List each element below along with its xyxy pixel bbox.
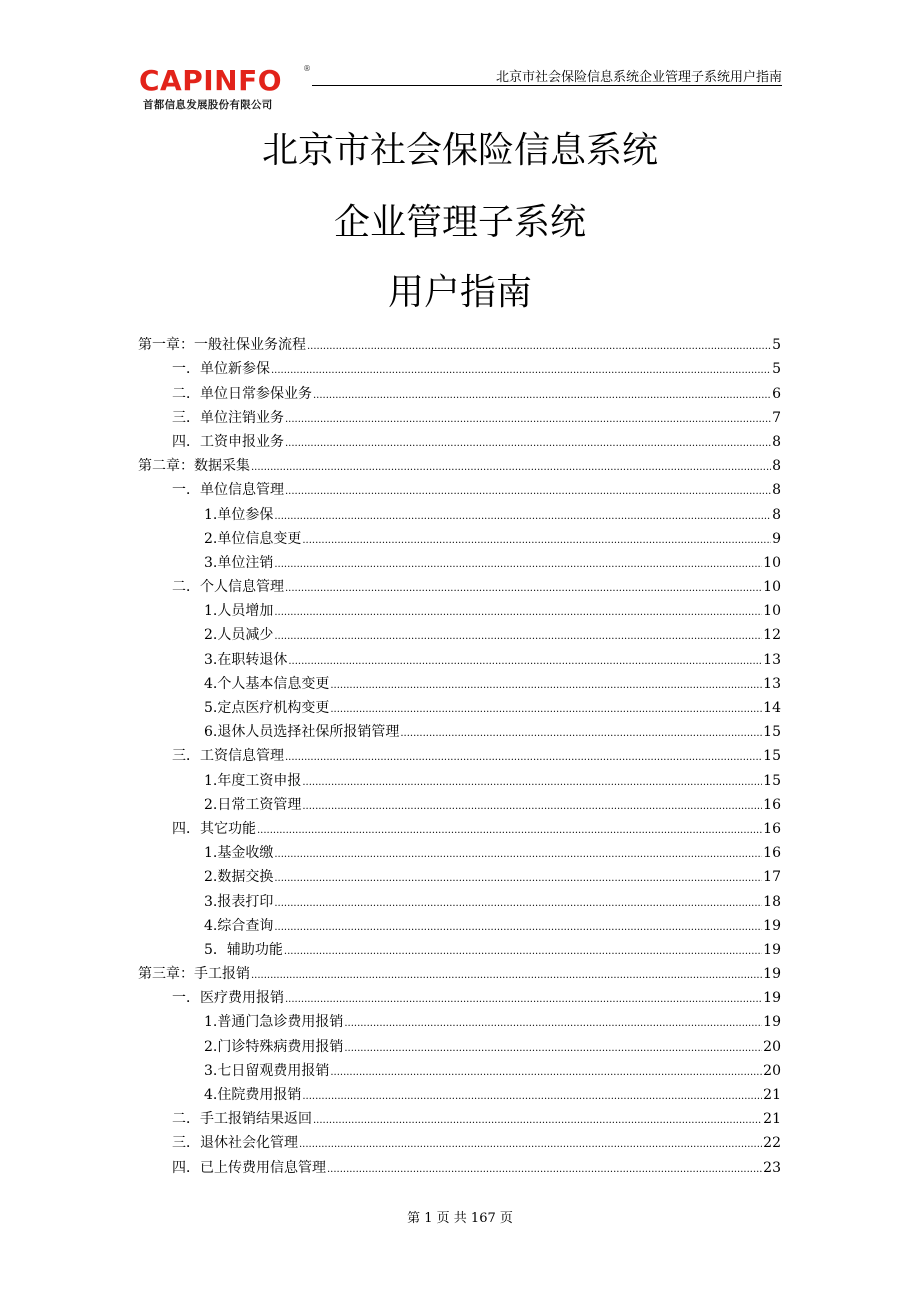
toc-entry[interactable] <box>138 862 781 886</box>
toc-entry-page-number: 20 <box>763 1038 781 1055</box>
toc-entry-page-number: 19 <box>763 1014 781 1031</box>
header-divider <box>312 85 782 86</box>
toc-entry[interactable] <box>138 911 781 935</box>
toc-entry[interactable] <box>138 959 781 983</box>
toc-entry-label: 三．工资信息管理 <box>172 748 284 765</box>
toc-entry[interactable] <box>138 524 781 548</box>
document-title-line-3: 用户指南 <box>387 272 532 313</box>
toc-entry-label: 二．单位日常参保业务 <box>172 385 312 402</box>
toc-entry-label: 5.定点医疗机构变更 <box>204 700 330 716</box>
toc-entry-label: 1.年度工资申报 <box>204 772 302 789</box>
toc-dot-leader <box>285 582 762 596</box>
toc-entry-label: 四．其它功能 <box>172 820 256 837</box>
toc-entry-label: 一．单位信息管理 <box>172 482 284 499</box>
toc-entry[interactable] <box>138 935 781 959</box>
toc-entry-page-number: 21 <box>763 1087 781 1103</box>
toc-entry-page-number: 20 <box>763 1062 781 1079</box>
toc-entry-page-number: 16 <box>763 820 781 837</box>
toc-dot-leader <box>307 340 771 354</box>
toc-entry-label: 3.单位注销 <box>204 554 274 571</box>
toc-entry[interactable] <box>138 620 781 644</box>
toc-dot-leader <box>302 800 762 814</box>
toc-dot-leader <box>400 727 762 741</box>
toc-entry[interactable] <box>138 403 781 427</box>
toc-dot-leader <box>285 993 762 1007</box>
toc-dot-leader <box>330 1066 762 1080</box>
toc-dot-leader <box>257 824 762 838</box>
toc-entry-page-number: 22 <box>763 1135 781 1152</box>
toc-entry[interactable] <box>138 717 781 741</box>
toc-dot-leader <box>313 389 771 403</box>
toc-entry-page-number: 10 <box>763 603 781 620</box>
toc-dot-leader <box>330 679 762 693</box>
toc-entry-page-number: 5 <box>772 337 781 354</box>
toc-entry-label: 3.七日留观费用报销 <box>204 1062 330 1079</box>
toc-entry-page-number: 21 <box>763 1111 781 1128</box>
toc-entry-label: 2.日常工资管理 <box>204 796 302 813</box>
toc-dot-leader <box>274 510 771 524</box>
toc-entry[interactable] <box>138 378 781 402</box>
toc-entry-page-number: 8 <box>772 506 781 523</box>
document-title-line-2: 企业管理子系统 <box>333 202 586 243</box>
toc-entry-page-number: 15 <box>763 772 781 789</box>
toc-entry-page-number: 8 <box>772 458 781 475</box>
toc-dot-leader <box>285 751 762 765</box>
toc-dot-leader <box>251 969 762 983</box>
toc-entry[interactable] <box>138 499 781 523</box>
toc-entry-label: 1.单位参保 <box>204 506 274 523</box>
toc-entry-label: 四．工资申报业务 <box>172 433 284 450</box>
toc-entry-page-number: 9 <box>772 530 781 547</box>
toc-entry-page-number: 19 <box>763 966 781 983</box>
toc-entry[interactable] <box>138 427 781 451</box>
toc-entry-page-number: 12 <box>763 627 781 644</box>
toc-entry-label: 4.综合查询 <box>204 917 274 934</box>
toc-dot-leader <box>271 364 771 378</box>
toc-dot-leader <box>274 558 762 572</box>
logo-wordmark: CAPINFO <box>139 64 283 97</box>
table-of-contents <box>138 330 781 1177</box>
toc-dot-leader <box>284 945 762 959</box>
toc-entry-label: 二．手工报销结果返回 <box>172 1111 312 1128</box>
toc-entry-page-number: 14 <box>763 700 781 716</box>
toc-dot-leader <box>274 897 762 911</box>
toc-entry-label: 4.住院费用报销 <box>204 1087 302 1103</box>
toc-entry-page-number: 19 <box>763 917 781 934</box>
toc-entry-page-number: 10 <box>763 579 781 596</box>
toc-entry-page-number: 5 <box>772 361 781 378</box>
toc-dot-leader <box>285 437 771 451</box>
toc-entry-label: 第一章：一般社保业务流程 <box>138 337 306 354</box>
toc-entry[interactable] <box>138 741 781 765</box>
toc-entry[interactable] <box>138 1128 781 1152</box>
toc-entry-page-number: 23 <box>763 1159 781 1176</box>
toc-entry-page-number: 8 <box>772 433 781 450</box>
toc-entry-page-number: 15 <box>763 748 781 765</box>
toc-entry-label: 二．个人信息管理 <box>172 579 284 596</box>
toc-entry-label: 一．单位新参保 <box>172 361 270 378</box>
toc-entry-page-number: 16 <box>763 796 781 813</box>
toc-entry-page-number: 15 <box>763 724 781 741</box>
toc-dot-leader <box>274 848 762 862</box>
toc-entry-page-number: 13 <box>763 651 781 668</box>
toc-entry-label: 2.门诊特殊病费用报销 <box>204 1038 344 1055</box>
toc-dot-leader <box>274 921 762 935</box>
toc-entry-label: 1.普通门急诊费用报销 <box>204 1014 344 1031</box>
toc-entry[interactable] <box>138 814 781 838</box>
toc-entry[interactable] <box>138 451 781 475</box>
toc-dot-leader <box>274 606 762 620</box>
toc-entry-page-number: 17 <box>763 869 781 886</box>
toc-entry-page-number: 13 <box>763 675 781 692</box>
toc-entry-label: 2.单位信息变更 <box>204 530 302 547</box>
toc-entry-label: 第三章：手工报销 <box>138 966 250 983</box>
toc-entry[interactable] <box>138 330 781 354</box>
toc-dot-leader <box>288 655 762 669</box>
toc-dot-leader <box>251 461 771 475</box>
toc-entry[interactable] <box>138 548 781 572</box>
toc-entry-label: 三．单位注销业务 <box>172 409 284 426</box>
toc-entry-page-number: 8 <box>772 482 781 499</box>
toc-entry[interactable] <box>138 475 781 499</box>
toc-entry-label: 3.在职转退休 <box>204 651 288 668</box>
toc-entry[interactable] <box>138 1152 781 1176</box>
toc-dot-leader <box>299 1138 762 1152</box>
toc-entry-label: 1.基金收缴 <box>204 845 274 862</box>
toc-entry-label: 一．医疗费用报销 <box>172 990 284 1007</box>
toc-entry[interactable] <box>138 1104 781 1128</box>
toc-entry-page-number: 16 <box>763 845 781 862</box>
toc-dot-leader <box>274 630 762 644</box>
toc-entry-label: 4.个人基本信息变更 <box>204 675 330 692</box>
toc-entry-label: 2.人员减少 <box>204 627 274 644</box>
toc-entry-label: 三．退休社会化管理 <box>172 1135 298 1152</box>
toc-entry-label: 第二章：数据采集 <box>138 458 250 475</box>
toc-entry[interactable] <box>138 790 781 814</box>
page-footer: 第 1 页 共 167 页 <box>407 1211 513 1226</box>
toc-entry[interactable] <box>138 1007 781 1031</box>
toc-entry[interactable] <box>138 983 781 1007</box>
toc-entry[interactable] <box>138 596 781 620</box>
toc-entry-label: 3.报表打印 <box>204 893 274 910</box>
toc-entry[interactable] <box>138 765 781 789</box>
toc-dot-leader <box>302 1090 762 1104</box>
toc-entry[interactable] <box>138 1056 781 1080</box>
toc-entry-label: 1.人员增加 <box>204 603 274 620</box>
toc-dot-leader <box>285 413 771 427</box>
toc-dot-leader <box>330 703 762 717</box>
toc-entry-label: 6.退休人员选择社保所报销管理 <box>204 724 400 741</box>
toc-entry-page-number: 19 <box>763 941 781 958</box>
capinfo-logo <box>137 64 312 112</box>
toc-entry[interactable] <box>138 572 781 596</box>
toc-entry[interactable] <box>138 644 781 668</box>
toc-entry[interactable] <box>138 669 781 693</box>
toc-dot-leader <box>344 1042 762 1056</box>
toc-dot-leader <box>327 1163 762 1177</box>
toc-entry[interactable] <box>138 838 781 862</box>
toc-entry-label: 2.数据交换 <box>204 869 274 886</box>
toc-dot-leader <box>344 1017 762 1031</box>
toc-entry-page-number: 19 <box>763 990 781 1007</box>
toc-dot-leader <box>302 534 771 548</box>
registered-mark: ® <box>303 64 311 73</box>
toc-entry[interactable] <box>138 1031 781 1055</box>
running-header-title: 北京市社会保险信息系统企业管理子系统用户指南 <box>495 70 782 85</box>
toc-entry-page-number: 10 <box>763 554 781 571</box>
toc-dot-leader <box>302 776 762 790</box>
document-title-line-1: 北京市社会保险信息系统 <box>261 130 658 171</box>
toc-entry-page-number: 7 <box>772 409 781 426</box>
toc-entry[interactable] <box>138 354 781 378</box>
toc-dot-leader <box>285 485 771 499</box>
toc-entry[interactable] <box>138 886 781 910</box>
toc-entry-label: 四．已上传费用信息管理 <box>172 1159 326 1176</box>
toc-entry-label: 5．辅助功能 <box>204 941 283 958</box>
toc-entry-page-number: 6 <box>772 385 781 402</box>
toc-entry[interactable] <box>138 1080 781 1104</box>
logo-company-name: 首都信息发展股份有限公司 <box>143 99 273 111</box>
toc-dot-leader <box>274 872 762 886</box>
toc-entry-page-number: 18 <box>763 893 781 910</box>
toc-dot-leader <box>313 1114 762 1128</box>
toc-entry[interactable] <box>138 693 781 717</box>
